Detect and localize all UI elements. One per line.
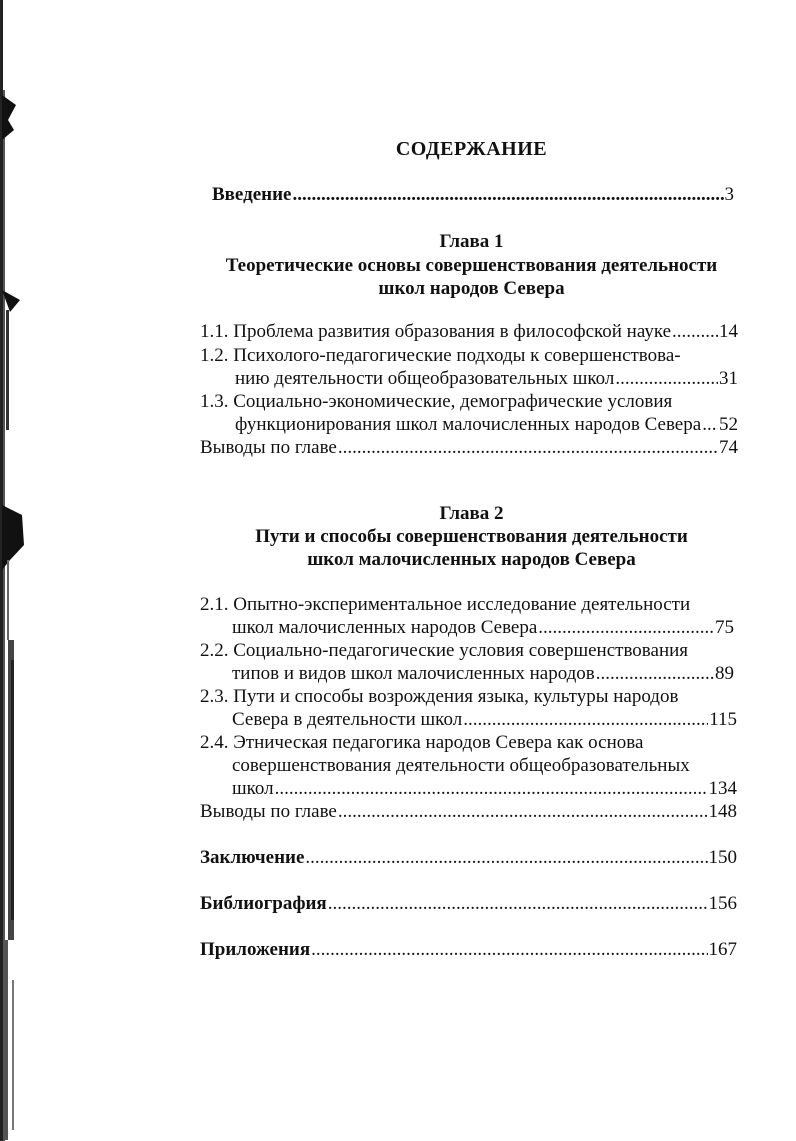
toc-entry-label: Введение	[212, 184, 292, 205]
toc-entry-label: функционирования школ малочисленных народов Севера	[235, 414, 702, 435]
leader-dots	[275, 777, 708, 800]
toc-entry-page: 75	[715, 617, 734, 638]
toc-title: СОДЕРЖАНИЕ	[395, 138, 548, 160]
toc-entry-2-3-line1: 2.3. Пути и способы возрождения языка, культуры народов	[200, 686, 679, 707]
toc-entry-chapter1-conclusion	[200, 436, 738, 459]
toc-entry-label: Приложения	[200, 939, 311, 960]
toc-entry-2-1-line1: 2.1. Опытно-экспериментальное исследование деятельности	[200, 594, 691, 615]
toc-entry-1-1	[200, 320, 738, 343]
toc-entry-page: 3	[724, 184, 734, 205]
toc-entry-1-2-line1: 1.2. Психолого-педагогические подходы к совершенствова-	[200, 345, 681, 366]
toc-entry-label: Заключение	[200, 847, 305, 868]
toc-entry-page: 150	[708, 847, 737, 868]
toc-entry-label: школ малочисленных народов Севера	[232, 617, 538, 638]
chapter2-title-line2: школ малочисленных народов Севера	[307, 549, 636, 570]
toc-entry-label: Выводы по главе	[200, 437, 337, 458]
toc-entry-label: школ	[232, 778, 274, 799]
leader-dots	[311, 938, 707, 961]
leader-dots	[702, 413, 718, 436]
toc-entry-page: 89	[715, 663, 734, 684]
toc-entry-page: 167	[708, 939, 737, 960]
leader-dots	[596, 662, 714, 685]
toc-entry-2-4-line1: 2.4. Этническая педагогика народов Севера как основа	[200, 732, 644, 753]
toc-entry-page: 156	[708, 893, 737, 914]
toc-entry-page: 115	[709, 709, 737, 730]
leader-dots	[338, 436, 718, 459]
toc-entry-label: Выводы по главе	[200, 801, 337, 822]
toc-entry-page: 148	[708, 801, 737, 822]
chapter1-title-line1: Теоретические основы совершенствования деятельности	[225, 255, 718, 276]
chapter2-heading: Глава 2	[439, 503, 504, 524]
toc-entry-2-2-line1: 2.2. Социально-педагогические условия совершенствования	[200, 640, 689, 661]
toc-entry-label: нию деятельности общеобразовательных школ	[235, 368, 615, 389]
chapter1-title-line2: школ народов Севера	[378, 278, 565, 299]
toc-entry-label: Библиография	[200, 893, 327, 914]
toc-entry-intro	[212, 183, 734, 206]
leader-dots	[463, 708, 708, 731]
leader-dots	[538, 616, 714, 639]
toc-entry-page: 74	[719, 437, 738, 458]
leader-dots	[293, 183, 724, 206]
toc-entry-2-3	[232, 708, 737, 731]
chapter2-title-line1: Пути и способы совершенствования деятельности	[255, 526, 688, 547]
toc-entry-bibliography	[200, 892, 737, 915]
leader-dots	[305, 846, 707, 869]
toc-entry-chapter2-conclusion	[200, 800, 737, 823]
toc-entry-label: 1.1. Проблема развития образования в философской науке	[200, 321, 672, 342]
leader-dots	[338, 800, 708, 823]
toc-entry-conclusion	[200, 846, 737, 869]
toc-entry-page: 134	[708, 778, 737, 799]
leader-dots	[672, 320, 718, 343]
toc-entry-label: Севера в деятельности школ	[232, 709, 463, 730]
toc-entry-1-3-line1: 1.3. Социально-экономические, демографические условия	[200, 391, 673, 412]
toc-entry-1-3	[235, 413, 738, 436]
toc-entry-page: 31	[719, 368, 738, 389]
toc-entry-appendices	[200, 938, 737, 961]
toc-entry-page: 14	[719, 321, 738, 342]
leader-dots	[615, 367, 718, 390]
toc-entry-page: 52	[719, 414, 738, 435]
chapter1-heading: Глава 1	[439, 231, 504, 252]
toc-entry-2-4	[232, 777, 737, 800]
toc-entry-2-2	[232, 662, 734, 685]
leader-dots	[328, 892, 708, 915]
toc-entry-2-4-line2: совершенствования деятельности общеобразовательных	[232, 755, 690, 776]
toc-entry-label: типов и видов школ малочисленных народов	[232, 663, 595, 684]
toc-entry-1-2	[235, 367, 738, 390]
toc-entry-2-1	[232, 616, 734, 639]
